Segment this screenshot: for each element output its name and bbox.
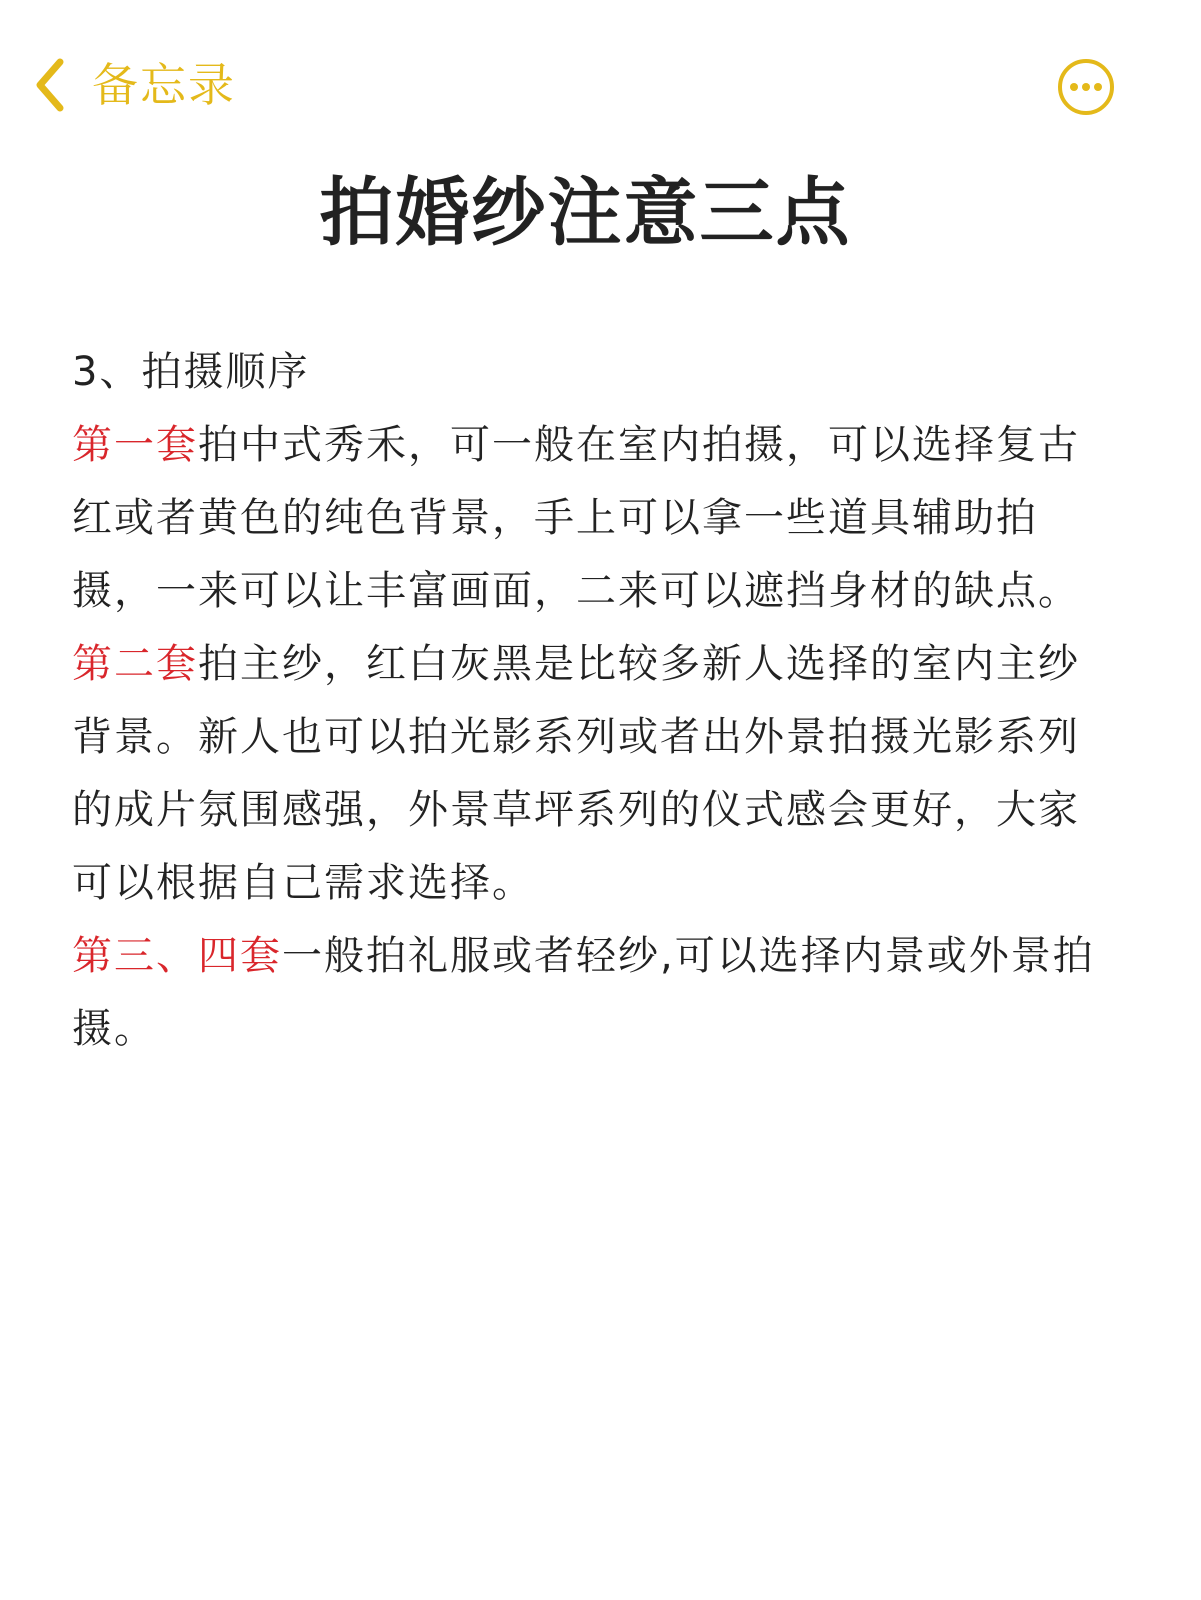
paragraph-text: 拍中式秀禾，可一般在室内拍摄，可以选择复古红或者黄色的纯色背景，手上可以拿一些道具辅助拍摄，一来可以让丰富画面，二来可以遮挡身材的缺点。 — [72, 422, 1080, 614]
back-button[interactable] — [30, 50, 236, 120]
note-body[interactable] — [72, 336, 1112, 1066]
section-heading: 3、拍摄顺序 — [72, 349, 310, 395]
ellipsis-circle-icon — [1056, 102, 1116, 121]
paragraph-set-3-4 — [72, 920, 1112, 1066]
back-label: 备忘录 — [92, 58, 236, 112]
highlight-label: 第二套 — [72, 641, 198, 687]
note-title: 拍婚纱注意三点 — [319, 170, 852, 256]
paragraph-set-2 — [72, 628, 1112, 920]
highlight-label: 第一套 — [72, 422, 198, 468]
navigation-bar — [0, 0, 1201, 140]
paragraph-text: 拍主纱，红白灰黑是比较多新人选择的室内主纱背景。新人也可以拍光影系列或者出外景拍摄光影系列的成片氛围感强，外景草坪系列的仪式感会更好，大家可以根据自己需求选择。 — [72, 641, 1080, 906]
more-options-button[interactable] — [1056, 57, 1116, 117]
highlight-label: 第三、四套 — [72, 933, 282, 979]
chevron-left-icon — [30, 50, 70, 120]
paragraph-text: 一般拍礼服或者轻纱,可以选择内景或外景拍摄。 — [72, 933, 1095, 1052]
paragraph-set-1 — [72, 409, 1112, 628]
